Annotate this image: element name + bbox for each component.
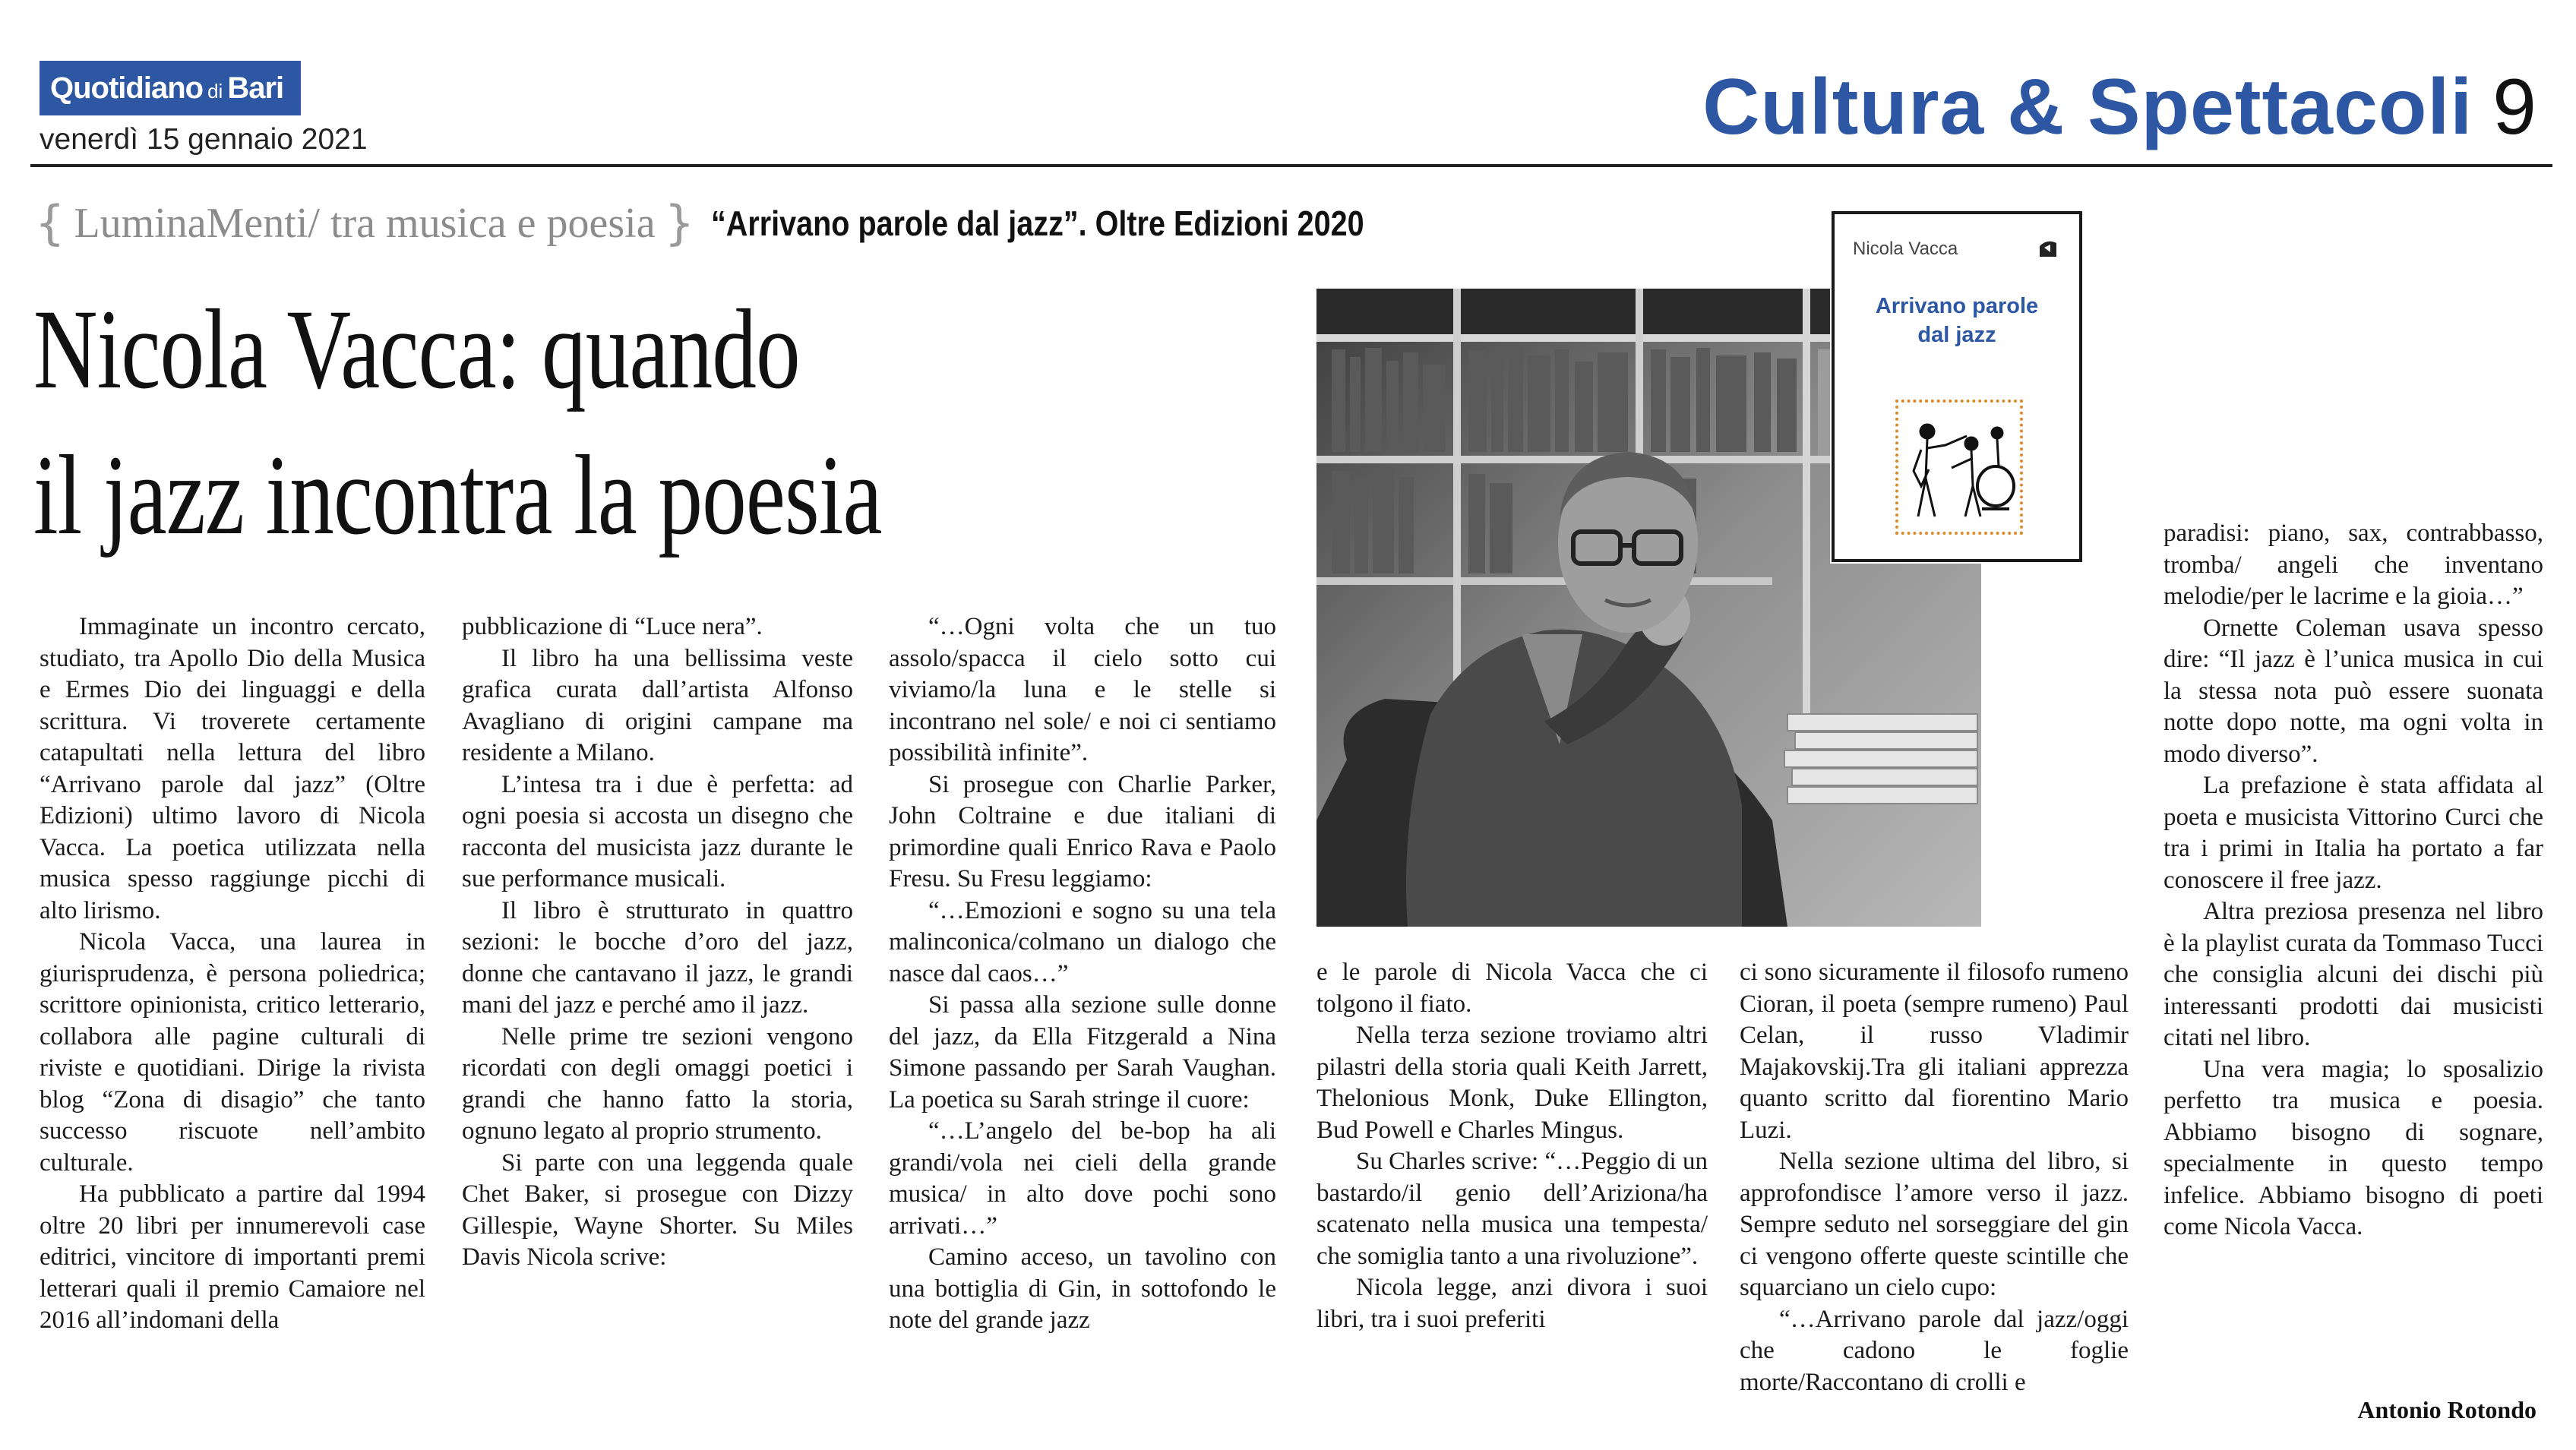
logo-small-text: di bbox=[207, 79, 223, 103]
article-column-5 bbox=[1740, 957, 2129, 1398]
paragraph: Si parte con una leggenda quale Chet Baker, si prosegue con Dizzy Gillespie, Wayne Shorter. Su Miles Davis Nicola scrive: bbox=[462, 1148, 853, 1271]
book-title bbox=[1835, 292, 2079, 349]
quote-paragraph: paradisi: piano, sax, contrabbasso, tromba/ angeli che inventano melodie/per le lacrime e la gioia…” bbox=[2164, 520, 2543, 610]
paragraph: Si prosegue con Charlie Parker, John Coltraine e due italiani di primordine quali Enrico Rava e Paolo Fresu. Su Fresu leggiamo: bbox=[889, 770, 1276, 892]
paragraph: e le parole di Nicola Vacca che ci tolgono il fiato. bbox=[1316, 959, 1708, 1018]
jazz-musicians-drawing-icon bbox=[1898, 403, 2020, 532]
paragraph: L’intesa tra i due è perfetta: ad ogni poesia si accosta un disegno che racconta del musicista jazz durante le sue performance musicali. bbox=[462, 770, 853, 892]
article-column-1 bbox=[40, 611, 425, 1337]
logo-main-text: Quotidiano bbox=[50, 71, 204, 105]
quote-paragraph: “…Emozioni e sogno su una tela malinconica/colmano un dialogo che nasce dal caos…” bbox=[889, 896, 1276, 987]
paragraph: Su Charles scrive: “…Peggio di un bastardo/il genio dell’Ariziona/ha scatenato nella musica una tempesta/ che somiglia tanto a una rivoluzione”. bbox=[1316, 1148, 1708, 1270]
paragraph: ci sono sicuramente il filosofo rumeno Cioran, il poeta (sempre rumeno) Paul Celan, il russo Vladimir Majakovskij.Tra gli italiani apprezza quanto scritto dal fiorentino Mario Luzi. bbox=[1740, 959, 2129, 1144]
book-cover bbox=[1832, 211, 2082, 562]
issue-date: venerdì 15 gennaio 2021 bbox=[40, 123, 368, 156]
paragraph: Immaginate un incontro cercato, studiato, tra Apollo Dio della Musica e Ermes Dio dei linguaggi e della scrittura. Vi troverete certamente catapultati nella lettura del libro “Arrivano parole dal jazz” (Oltre Edizioni) ultimo lavoro di Nicola Vacca. La poetica utilizzata nella musica spesso raggiunge picchi di alto lirismo. bbox=[40, 613, 425, 924]
paragraph: Ha pubblicato a partire dal 1994 oltre 20 libri per innumerevoli case editrici, vincitore di importanti premi letterari quali il premio Camaiore nel 2016 all’indomani della bbox=[40, 1180, 425, 1334]
paragraph: Nella terza sezione troviamo altri pilastri della storia quali Keith Jarrett, Thelonious Monk, Duke Ellington, Bud Powell e Charles Mingus. bbox=[1316, 1022, 1708, 1144]
paragraph: Camino acceso, un tavolino con una bottiglia di Gin, in sottofondo le note del grande jazz bbox=[889, 1243, 1276, 1334]
book-illustration-frame bbox=[1895, 400, 2023, 535]
paragraph: Nicola legge, anzi divora i suoi libri, tra i suoi preferiti bbox=[1316, 1274, 1708, 1333]
article-column-2 bbox=[462, 611, 853, 1274]
paragraph: Nella sezione ultima del libro, si approfondisce l’amore verso il jazz. Sempre seduto nel sorseggiare del gin ci vengono offerte queste scintille che squarciano un cielo cupo: bbox=[1740, 1148, 2129, 1301]
author-signature: Antonio Rotondo bbox=[2357, 1396, 2536, 1423]
article-column-4 bbox=[1316, 957, 1708, 1335]
book-author: Nicola Vacca bbox=[1853, 239, 1958, 259]
section-header bbox=[1702, 62, 2536, 153]
page-number: 9 bbox=[2492, 63, 2536, 151]
paragraph: Nelle prime tre sezioni vengono ricordati con degli omaggi poetici i grandi che hanno fatto la storia, ognuno legato al proprio strumento. bbox=[462, 1022, 853, 1145]
kicker-column-name: LuminaMenti/ tra musica e poesia bbox=[74, 200, 656, 247]
paragraph: La prefazione è stata affidata al poeta e musicista Vittorino Curci che tra i primi in Italia ha portato a far conoscere il free jazz. bbox=[2164, 772, 2543, 894]
paragraph: Altra preziosa presenza nel libro è la playlist curata da Tommaso Tucci che consiglia alcuni dei dischi più interessanti prodotti dai musicisti citati nel libro. bbox=[2164, 898, 2543, 1051]
kicker bbox=[35, 195, 1471, 251]
kicker-close-brace: } bbox=[664, 195, 695, 251]
kicker-open-brace: { bbox=[35, 195, 65, 251]
book-title-line-2: dal jazz bbox=[1917, 323, 1996, 347]
paragraph: Si passa alla sezione sulle donne del jazz, da Ella Fitzgerald a Nina Simone passando per Sarah Vaughan. La poetica su Sarah stringe il cuore: bbox=[889, 991, 1276, 1114]
paragraph: Il libro è strutturato in quattro sezioni: le bocche d’oro del jazz, donne che cantavano il jazz, le grandi mani del jazz e perché amo il jazz. bbox=[462, 896, 853, 1019]
quote-paragraph: “…Ogni volta che un tuo assolo/spacca il cielo sotto cui viviamo/la luna e le stelle si incontrano nel sole/ e noi ci sentiamo possibilità infinite”. bbox=[889, 613, 1276, 766]
section-name: Cultura & Spettacoli bbox=[1702, 63, 2473, 151]
publisher-logo-icon bbox=[2037, 237, 2059, 260]
kicker-subtitle: “Arrivano parole dal jazz”. Oltre Edizioni 2020 bbox=[711, 204, 1364, 243]
quote-paragraph: “…Arrivano parole dal jazz/oggi che cadono le foglie morte/Raccontano di crolli e bbox=[1740, 1305, 2129, 1396]
headline-line-2: il jazz incontra la poesia bbox=[33, 432, 882, 558]
paragraph: Il libro ha una bellissima veste grafica curata dall’artista Alfonso Avagliano di origini campane ma residente a Milano. bbox=[462, 644, 853, 766]
quote-paragraph: “…L’angelo del be-bop ha ali grandi/vola nei cieli della grande musica/ in alto dove pochi sono arrivati…” bbox=[889, 1117, 1276, 1240]
headline-line-1: Nicola Vacca: quando bbox=[33, 286, 800, 412]
book-title-line-1: Arrivano parole bbox=[1875, 294, 2039, 318]
logo-end-text: Bari bbox=[227, 71, 284, 105]
header-divider bbox=[30, 164, 2552, 167]
paragraph: Ornette Coleman usava spesso dire: “Il jazz è l’unica musica in cui la stessa nota può essere suonata notte dopo notte, ma ogni volta in modo diverso”. bbox=[2164, 614, 2543, 768]
article-column-6 bbox=[2164, 518, 2543, 1243]
paragraph: pubblicazione di “Luce nera”. bbox=[462, 613, 763, 640]
paragraph: Una vera magia; lo sposalizio perfetto tra musica e poesia. Abbiamo bisogno di sognare, specialmente in questo tempo infelice. Abbiamo bisogno di poeti come Nicola Vacca. bbox=[2164, 1055, 2543, 1240]
article-column-3 bbox=[889, 611, 1276, 1337]
article-headline bbox=[33, 276, 882, 568]
paragraph: Nicola Vacca, una laurea in giurisprudenza, è persona poliedrica; scrittore opinionista, critico letterario, collabora alle pagine culturali di riviste e quotidiani. Dirige la rivista blog “Zona di disagio” che tanto successo riscuote nell’ambito culturale. bbox=[40, 928, 425, 1177]
newspaper-logo bbox=[40, 61, 301, 115]
